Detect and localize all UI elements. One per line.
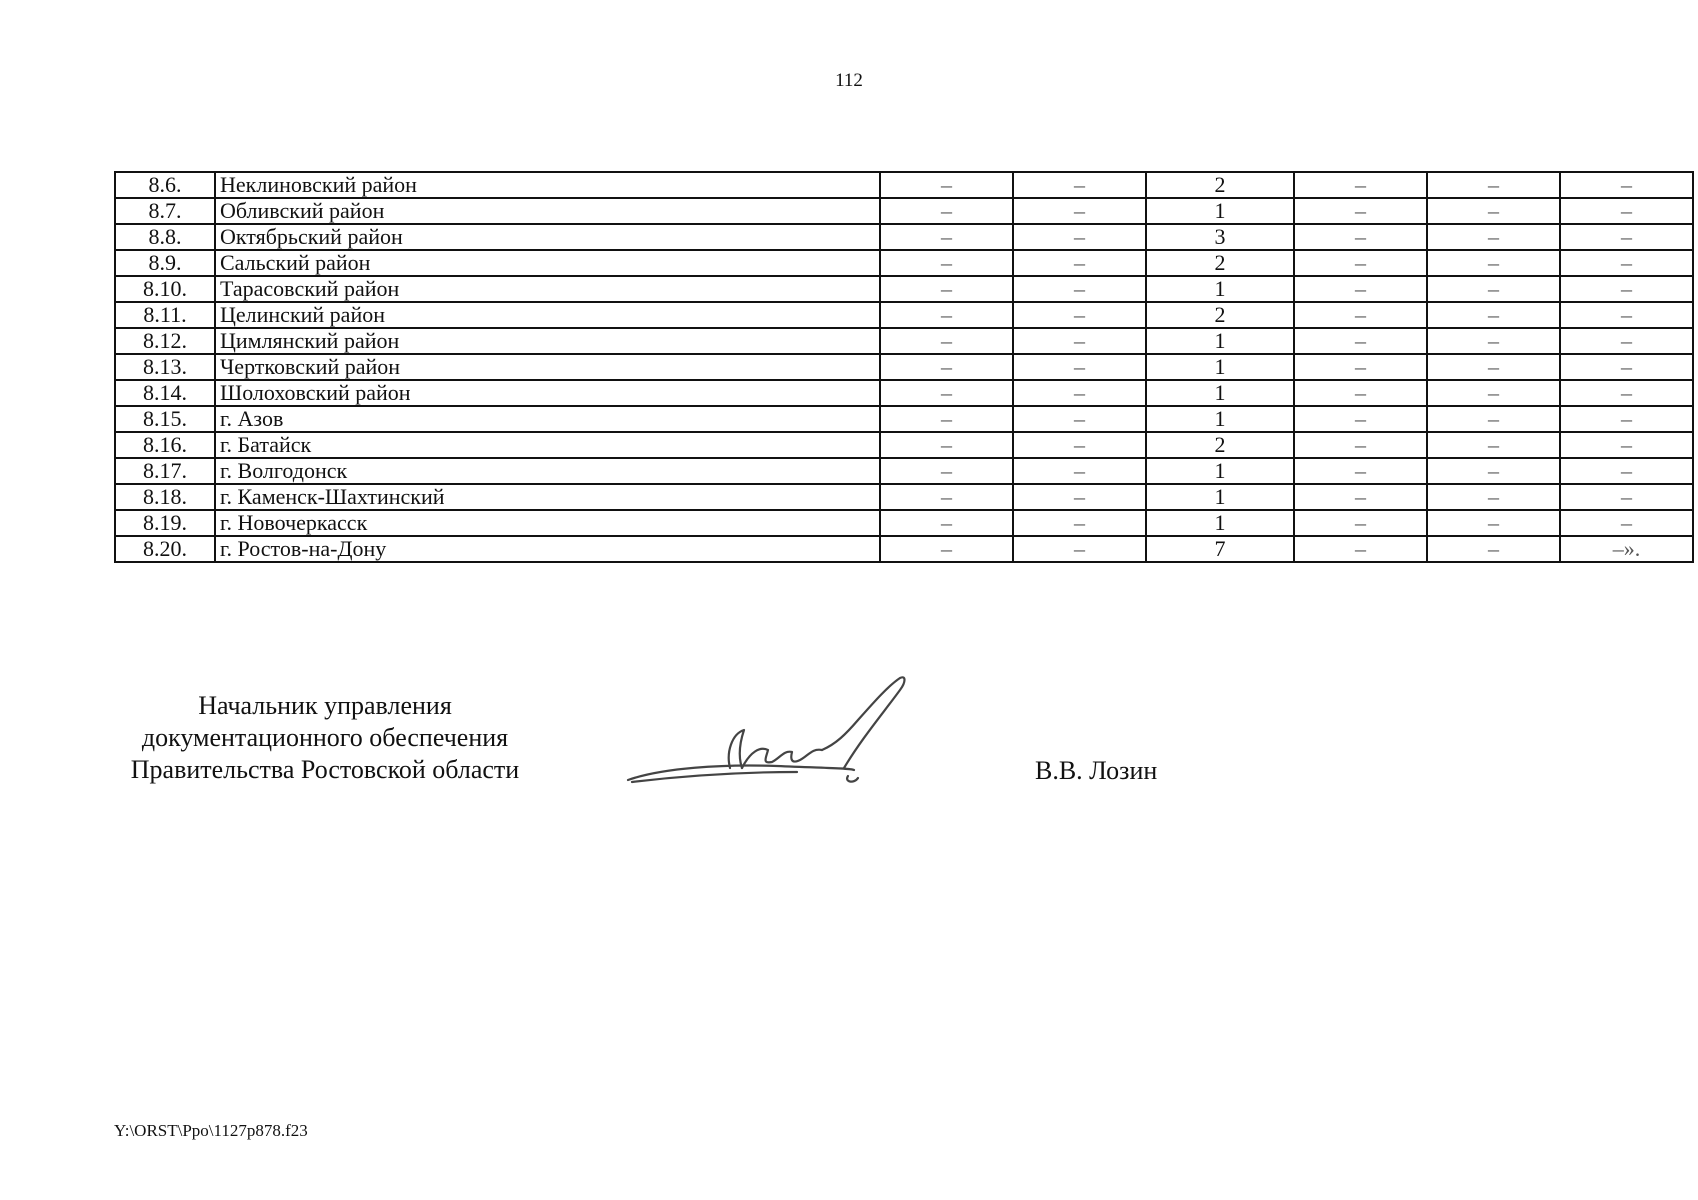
- value-cell-6: –: [1560, 406, 1693, 432]
- value-cell-6: –: [1560, 354, 1693, 380]
- value-cell-4: –: [1294, 302, 1427, 328]
- value-cell-5: –: [1427, 302, 1560, 328]
- value-cell-1: –: [880, 380, 1013, 406]
- value-cell-5: –: [1427, 224, 1560, 250]
- value-cell-1: –: [880, 328, 1013, 354]
- value-cell-1: –: [880, 406, 1013, 432]
- row-number-cell: 8.8.: [115, 224, 215, 250]
- value-cell-1: –: [880, 250, 1013, 276]
- district-name-cell: Обливский район: [215, 198, 880, 224]
- value-cell-3: 1: [1146, 276, 1294, 302]
- district-name-cell: г. Азов: [215, 406, 880, 432]
- value-cell-4: –: [1294, 276, 1427, 302]
- table-row: [115, 198, 1693, 224]
- value-cell-1: –: [880, 354, 1013, 380]
- value-cell-1: –: [880, 302, 1013, 328]
- handwritten-signature: [622, 672, 912, 790]
- value-cell-3: 1: [1146, 380, 1294, 406]
- value-cell-6: –: [1560, 458, 1693, 484]
- value-cell-3: 2: [1146, 302, 1294, 328]
- value-cell-2: –: [1013, 406, 1146, 432]
- value-cell-4: –: [1294, 172, 1427, 198]
- value-cell-6: –: [1560, 198, 1693, 224]
- districts-table: [114, 171, 1694, 563]
- value-cell-4: –: [1294, 536, 1427, 562]
- table-row: [115, 354, 1693, 380]
- value-cell-5: –: [1427, 406, 1560, 432]
- value-cell-2: –: [1013, 536, 1146, 562]
- value-cell-4: –: [1294, 458, 1427, 484]
- value-cell-3: 1: [1146, 484, 1294, 510]
- value-cell-2: –: [1013, 302, 1146, 328]
- value-cell-3: 1: [1146, 510, 1294, 536]
- value-cell-6: –: [1560, 172, 1693, 198]
- table-row: [115, 172, 1693, 198]
- value-cell-2: –: [1013, 198, 1146, 224]
- value-cell-1: –: [880, 484, 1013, 510]
- row-number-cell: 8.20.: [115, 536, 215, 562]
- value-cell-6: –».: [1560, 536, 1693, 562]
- value-cell-2: –: [1013, 380, 1146, 406]
- row-number-cell: 8.7.: [115, 198, 215, 224]
- value-cell-1: –: [880, 432, 1013, 458]
- signer-name: В.В. Лозин: [1035, 756, 1158, 785]
- district-name-cell: Октябрьский район: [215, 224, 880, 250]
- row-number-cell: 8.9.: [115, 250, 215, 276]
- value-cell-4: –: [1294, 432, 1427, 458]
- row-number-cell: 8.13.: [115, 354, 215, 380]
- value-cell-6: –: [1560, 484, 1693, 510]
- row-number-cell: 8.14.: [115, 380, 215, 406]
- signatory-title-line-3: Правительства Ростовской области: [130, 755, 520, 784]
- page-number: 112: [835, 70, 863, 91]
- value-cell-5: –: [1427, 380, 1560, 406]
- value-cell-2: –: [1013, 432, 1146, 458]
- value-cell-4: –: [1294, 484, 1427, 510]
- value-cell-6: –: [1560, 302, 1693, 328]
- value-cell-3: 7: [1146, 536, 1294, 562]
- value-cell-4: –: [1294, 510, 1427, 536]
- row-number-cell: 8.10.: [115, 276, 215, 302]
- value-cell-1: –: [880, 510, 1013, 536]
- district-name-cell: Целинский район: [215, 302, 880, 328]
- value-cell-5: –: [1427, 328, 1560, 354]
- district-name-cell: г. Каменск-Шахтинский: [215, 484, 880, 510]
- value-cell-1: –: [880, 276, 1013, 302]
- value-cell-4: –: [1294, 250, 1427, 276]
- value-cell-2: –: [1013, 510, 1146, 536]
- value-cell-2: –: [1013, 172, 1146, 198]
- value-cell-1: –: [880, 458, 1013, 484]
- value-cell-4: –: [1294, 328, 1427, 354]
- value-cell-3: 1: [1146, 406, 1294, 432]
- table-row: [115, 328, 1693, 354]
- value-cell-5: –: [1427, 536, 1560, 562]
- table-row: [115, 380, 1693, 406]
- value-cell-3: 2: [1146, 172, 1294, 198]
- district-name-cell: г. Батайск: [215, 432, 880, 458]
- district-name-cell: г. Ростов-на-Дону: [215, 536, 880, 562]
- district-name-cell: Тарасовский район: [215, 276, 880, 302]
- district-name-cell: Чертковский район: [215, 354, 880, 380]
- value-cell-6: –: [1560, 510, 1693, 536]
- value-cell-3: 2: [1146, 432, 1294, 458]
- value-cell-6: –: [1560, 276, 1693, 302]
- value-cell-6: –: [1560, 224, 1693, 250]
- value-cell-4: –: [1294, 380, 1427, 406]
- value-cell-5: –: [1427, 510, 1560, 536]
- value-cell-3: 1: [1146, 458, 1294, 484]
- table-row: [115, 276, 1693, 302]
- row-number-cell: 8.12.: [115, 328, 215, 354]
- table-row: [115, 224, 1693, 250]
- value-cell-3: 1: [1146, 198, 1294, 224]
- value-cell-6: –: [1560, 432, 1693, 458]
- table-row: [115, 510, 1693, 536]
- value-cell-2: –: [1013, 250, 1146, 276]
- value-cell-5: –: [1427, 276, 1560, 302]
- table-row: [115, 302, 1693, 328]
- value-cell-5: –: [1427, 458, 1560, 484]
- value-cell-6: –: [1560, 380, 1693, 406]
- row-number-cell: 8.19.: [115, 510, 215, 536]
- value-cell-2: –: [1013, 458, 1146, 484]
- value-cell-6: –: [1560, 328, 1693, 354]
- value-cell-5: –: [1427, 250, 1560, 276]
- table-row: [115, 458, 1693, 484]
- value-cell-5: –: [1427, 432, 1560, 458]
- table-row: [115, 484, 1693, 510]
- signatory-title: [95, 690, 555, 786]
- value-cell-5: –: [1427, 198, 1560, 224]
- table-row: [115, 432, 1693, 458]
- value-cell-1: –: [880, 172, 1013, 198]
- district-name-cell: Неклиновский район: [215, 172, 880, 198]
- signatory-title-line-2: документационного обеспечения: [141, 723, 509, 752]
- value-cell-5: –: [1427, 172, 1560, 198]
- district-name-cell: г. Волгодонск: [215, 458, 880, 484]
- row-number-cell: 8.18.: [115, 484, 215, 510]
- district-name-cell: г. Новочеркасск: [215, 510, 880, 536]
- file-path-footer: Y:\ORST\Ppo\1127p878.f23: [114, 1121, 308, 1140]
- value-cell-2: –: [1013, 224, 1146, 250]
- signatory-title-line-1: Начальник управления: [198, 691, 452, 720]
- value-cell-3: 1: [1146, 354, 1294, 380]
- value-cell-4: –: [1294, 354, 1427, 380]
- value-cell-1: –: [880, 224, 1013, 250]
- value-cell-2: –: [1013, 328, 1146, 354]
- table-row: [115, 250, 1693, 276]
- value-cell-3: 3: [1146, 224, 1294, 250]
- row-number-cell: 8.15.: [115, 406, 215, 432]
- district-name-cell: Цимлянский район: [215, 328, 880, 354]
- row-number-cell: 8.11.: [115, 302, 215, 328]
- value-cell-4: –: [1294, 224, 1427, 250]
- row-number-cell: 8.17.: [115, 458, 215, 484]
- value-cell-5: –: [1427, 484, 1560, 510]
- value-cell-4: –: [1294, 406, 1427, 432]
- value-cell-1: –: [880, 198, 1013, 224]
- value-cell-5: –: [1427, 354, 1560, 380]
- district-name-cell: Сальский район: [215, 250, 880, 276]
- value-cell-1: –: [880, 536, 1013, 562]
- value-cell-6: –: [1560, 250, 1693, 276]
- value-cell-4: –: [1294, 198, 1427, 224]
- value-cell-2: –: [1013, 484, 1146, 510]
- row-number-cell: 8.6.: [115, 172, 215, 198]
- value-cell-2: –: [1013, 354, 1146, 380]
- value-cell-3: 1: [1146, 328, 1294, 354]
- table-row: [115, 406, 1693, 432]
- value-cell-3: 2: [1146, 250, 1294, 276]
- district-name-cell: Шолоховский район: [215, 380, 880, 406]
- table-body: [115, 172, 1693, 562]
- value-cell-2: –: [1013, 276, 1146, 302]
- row-number-cell: 8.16.: [115, 432, 215, 458]
- table-row: [115, 536, 1693, 562]
